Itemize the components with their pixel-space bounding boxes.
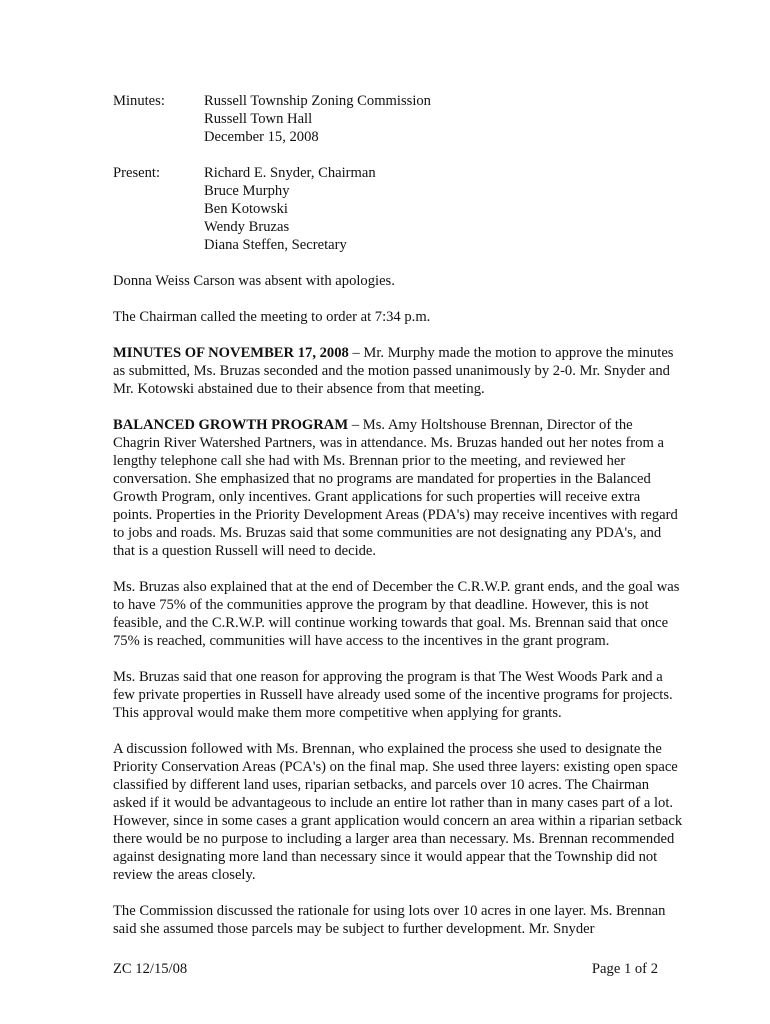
lot-rationale-paragraph: The Commission discussed the rationale for using lots over 10 acres in one layer. Ms. Brennan said she assumed those parcels may be subject to further development. Mr. Snyder [113, 903, 666, 937]
pca-discussion-paragraph: A discussion followed with Ms. Brennan, who explained the process she used to designate the Priority Conservation Areas (PCA's) on the final map. She used three layers: existing open space classified by different land uses, riparian setbacks, and parcels over 10 acres. The Chairman asked if it would be advantageous to include an entire lot rather than in many cases part of a lot. However, since in some cases a grant application would concern an area within a riparian setback there would be no purpose to including a larger area than necessary. Ms. Brennan recommended against designating more land than necessary since it would appear that the Township did not review the areas closely. [113, 741, 683, 883]
attendee: Diana Steffen, Secretary [204, 237, 347, 253]
page-footer [113, 960, 658, 978]
call-to-order: The Chairman called the meeting to order at 7:34 p.m. [113, 309, 431, 325]
minutes-details [204, 92, 431, 146]
minutes-heading: MINUTES OF NOVEMBER 17, 2008 [113, 345, 349, 361]
footer-document-id: ZC 12/15/08 [113, 961, 188, 977]
page-number: Page 1 of 2 [591, 961, 658, 977]
crwp-grant-paragraph: Ms. Bruzas also explained that at the end of December the C.R.W.P. grant ends, and the goal was to have 75% of the communities approve the program by that deadline. However, this is not feasible, and the C.R.W.P. will continue working towards that goal. Ms. Brennan said that once 75% is reached, communities will have access to the incentives in the grant program. [113, 579, 680, 649]
attendee-list [204, 164, 376, 254]
present-label: Present: [113, 165, 161, 181]
document-page [113, 92, 683, 956]
attendee: Ben Kotowski [204, 201, 288, 217]
minutes-label: Minutes: [113, 93, 165, 109]
west-woods-paragraph: Ms. Bruzas said that one reason for approving the program is that The West Woods Park and a few private properties in Russell have already used some of the incentive programs for projects. This approval would make them more competitive when applying for grants. [113, 669, 673, 721]
balanced-growth-heading: BALANCED GROWTH PROGRAM [113, 417, 349, 433]
attendee: Richard E. Snyder, Chairman [204, 165, 376, 181]
commission-name: Russell Township Zoning Commission [204, 93, 431, 109]
present-header [113, 164, 683, 254]
attendee: Wendy Bruzas [204, 219, 290, 235]
minutes-text: – Mr. Murphy made the motion to approve the minutes as submitted, Ms. Bruzas seconded and the motion passed unanimously by 2-0. Mr. Snyder and Mr. Kotowski abstained due to their absence from that meeting. [113, 345, 674, 397]
minutes-approval-paragraph [113, 344, 683, 398]
absent-note: Donna Weiss Carson was absent with apologies. [113, 273, 395, 289]
meeting-date: December 15, 2008 [204, 129, 319, 145]
balanced-growth-text: – Ms. Amy Holtshouse Brennan, Director of the Chagrin River Watershed Partners, was in attendance. Ms. Bruzas handed out her notes from a lengthy telephone call she had with Ms. Brennan prior to the meeting, and reviewed her conversation. She emphasized that no programs are mandated for properties in the Balanced Growth Program, only incentives. Grant applications for such properties will receive extra points. Properties in the Priority Development Areas (PDA's) may receive incentives with regard to jobs and roads. Ms. Bruzas said that some communities are not designating any PDA's, and that is a question Russell will need to decide. [113, 417, 678, 559]
meeting-location: Russell Town Hall [204, 111, 313, 127]
attendee: Bruce Murphy [204, 183, 290, 199]
minutes-header [113, 92, 683, 146]
balanced-growth-paragraph [113, 416, 683, 560]
